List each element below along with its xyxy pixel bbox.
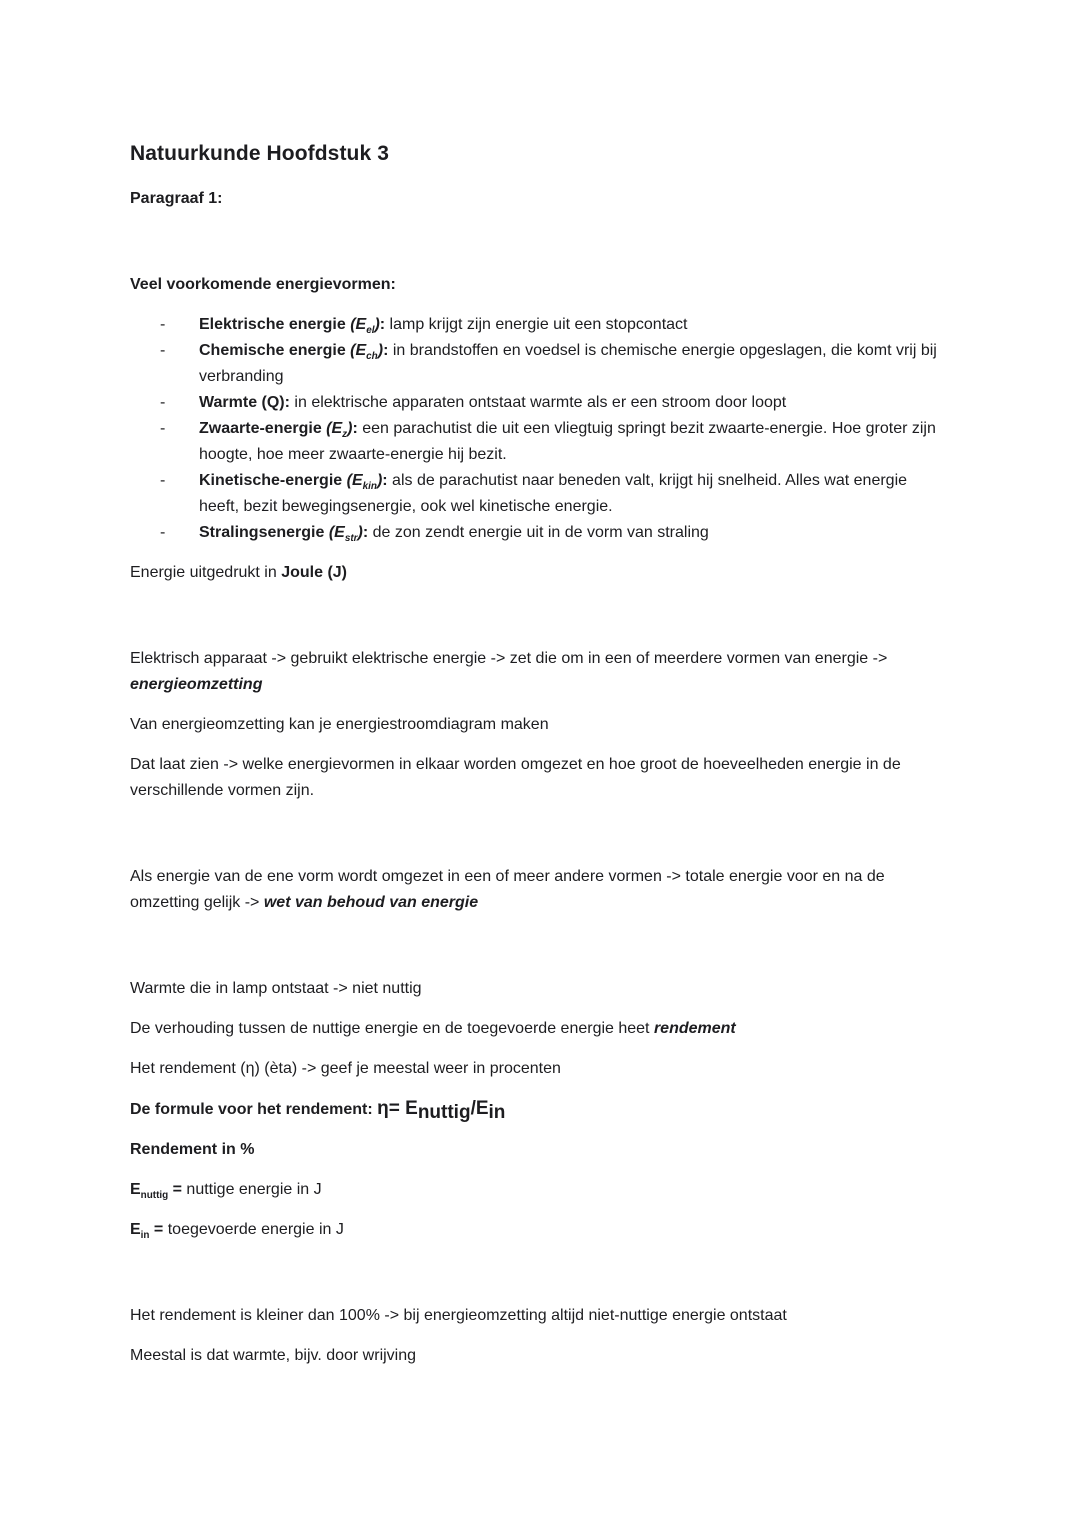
paragraph — [130, 272, 950, 298]
list-item — [130, 468, 950, 520]
text-segment: in brandstoffen en voedsel is chemische energie opgeslagen, die komt vrij bij verbranding — [199, 342, 937, 385]
text-segment: (E — [346, 472, 363, 489]
text-segment: in — [140, 1230, 150, 1242]
document-body — [130, 186, 950, 1369]
paragraph — [130, 1343, 950, 1369]
text-segment: De formule voor het rendement: — [130, 1101, 378, 1118]
paragraph — [130, 976, 950, 1002]
text-segment: in — [488, 1102, 506, 1124]
list-item-text — [199, 524, 709, 545]
list-item — [130, 312, 950, 338]
list-bullet: - — [160, 394, 166, 411]
paragraph — [130, 712, 950, 738]
text-segment: : — [383, 342, 389, 359]
text-segment: (E — [328, 524, 345, 541]
text-segment: wet van behoud van energie — [263, 894, 479, 911]
list-item-text — [199, 472, 907, 515]
text-segment: Het rendement (η) (èta) -> geef je meestal weer in procenten — [130, 1060, 561, 1077]
text-segment: str — [344, 533, 358, 545]
text-segment: Warmte die in lamp ontstaat -> niet nuttig — [130, 980, 422, 997]
list-bullet: - — [160, 342, 166, 359]
text-segment: toegevoerde energie in J — [167, 1221, 344, 1238]
paragraph — [130, 186, 950, 212]
text-segment: Het rendement is kleiner dan 100% -> bij energieomzetting altijd niet-nuttige energie ontstaat — [130, 1307, 787, 1324]
empty-line — [130, 930, 950, 976]
paragraph — [130, 1177, 950, 1203]
text-segment: /E — [470, 1098, 489, 1119]
text-segment: ) — [377, 342, 384, 359]
text-segment: rendement — [653, 1020, 736, 1037]
empty-line — [130, 600, 950, 646]
text-segment: Meestal is dat warmte, bijv. door wrijving — [130, 1347, 417, 1364]
list-item-text — [199, 420, 936, 463]
text-segment: Elektrisch apparaat -> gebruikt elektrische energie -> zet die om in een of meerdere vormen van energie -> — [130, 650, 888, 667]
paragraph — [130, 1096, 950, 1123]
list-bullet: - — [160, 472, 166, 489]
text-segment: el — [366, 325, 375, 337]
empty-line — [130, 1257, 950, 1303]
text-segment: De verhouding tussen de nuttige energie en de toegevoerde energie heet — [130, 1020, 654, 1037]
text-segment: : — [362, 524, 369, 541]
text-segment: nuttig — [417, 1102, 471, 1124]
text-segment: Elektrische energie — [199, 316, 351, 333]
text-segment: kin — [362, 481, 377, 493]
text-segment: de zon zendt energie uit in de vorm van straling — [368, 524, 709, 541]
text-segment: energieomzetting — [130, 676, 263, 693]
text-segment: (E — [350, 316, 367, 333]
text-segment: als de parachutist naar beneden valt, krijgt hij snelheid. Alles wat energie heeft, bezit bewegingsenergie, ook wel kinetische energie. — [199, 472, 908, 515]
text-segment: = — [149, 1221, 168, 1238]
list-item — [130, 390, 950, 416]
text-segment: Van energieomzetting kan je energiestroomdiagram maken — [130, 716, 549, 733]
text-segment: ) — [374, 316, 380, 333]
list-bullet: - — [160, 316, 166, 333]
text-segment: Veel voorkomende energievormen: — [130, 276, 396, 293]
list-item — [130, 338, 950, 390]
list-item-text — [199, 342, 937, 385]
text-segment: E — [130, 1181, 141, 1198]
text-segment: (E — [350, 342, 367, 359]
text-segment: nuttig — [140, 1190, 169, 1202]
text-segment: ) — [347, 420, 353, 437]
bullet-list — [130, 312, 950, 546]
text-segment: E — [130, 1221, 141, 1238]
text-segment: in elektrische apparaten ontstaat warmte als er een stroom door loopt — [289, 394, 787, 411]
text-segment: Als energie van de ene vorm wordt omgezet in een of meer andere vormen -> totale energie voor en na de omzetting gelijk -> — [130, 868, 885, 911]
list-bullet: - — [160, 420, 166, 437]
text-segment: ) — [376, 472, 383, 489]
list-item-text — [199, 394, 786, 411]
paragraph — [130, 1137, 950, 1163]
text-segment: Dat laat zien -> welke energievormen in elkaar worden omgezet en hoe groot de hoeveelheden energie in de verschillende vormen zijn. — [130, 756, 901, 799]
list-item — [130, 416, 950, 468]
text-segment: = — [168, 1181, 187, 1198]
text-segment: : — [352, 420, 358, 437]
empty-line — [130, 818, 950, 864]
text-segment: Paragraaf 1: — [130, 190, 223, 207]
paragraph — [130, 1016, 950, 1042]
text-segment: een parachutist die uit een vliegtuig springt bezit zwaarte-energie. Hoe groter zijn hoogte, hoe meer zwaarte-energie hij bezit. — [199, 420, 936, 463]
text-segment: Chemische energie — [199, 342, 351, 359]
text-segment: (Q): — [261, 394, 290, 411]
text-segment: lamp krijgt zijn energie uit een stopcontact — [385, 316, 688, 333]
list-bullet: - — [160, 524, 166, 541]
paragraph — [130, 646, 950, 698]
text-segment: nuttige energie in J — [186, 1181, 322, 1198]
paragraph — [130, 1056, 950, 1082]
text-segment: Stralingsenergie — [199, 524, 329, 541]
text-segment: η= E — [377, 1098, 418, 1119]
text-segment: Kinetische-energie — [199, 472, 347, 489]
list-item-text — [199, 316, 688, 337]
paragraph — [130, 1217, 950, 1243]
text-segment: Joule (J) — [281, 564, 347, 581]
paragraph — [130, 1303, 950, 1329]
text-segment: Zwaarte-energie — [199, 420, 327, 437]
text-segment: : — [379, 316, 386, 333]
text-segment: Rendement in % — [130, 1141, 255, 1158]
document-title: Natuurkunde Hoofdstuk 3 — [130, 142, 389, 165]
paragraph — [130, 752, 950, 804]
text-segment: z — [342, 429, 348, 441]
list-item — [130, 520, 950, 546]
text-segment: ch — [366, 351, 378, 363]
paragraph — [130, 864, 950, 916]
empty-line — [130, 226, 950, 272]
text-segment: Energie uitgedrukt in — [130, 564, 282, 581]
text-segment: : — [382, 472, 388, 489]
text-segment: (E — [326, 420, 343, 437]
paragraph — [130, 560, 950, 586]
text-segment: Warmte — [199, 394, 262, 411]
text-segment: ) — [357, 524, 363, 541]
